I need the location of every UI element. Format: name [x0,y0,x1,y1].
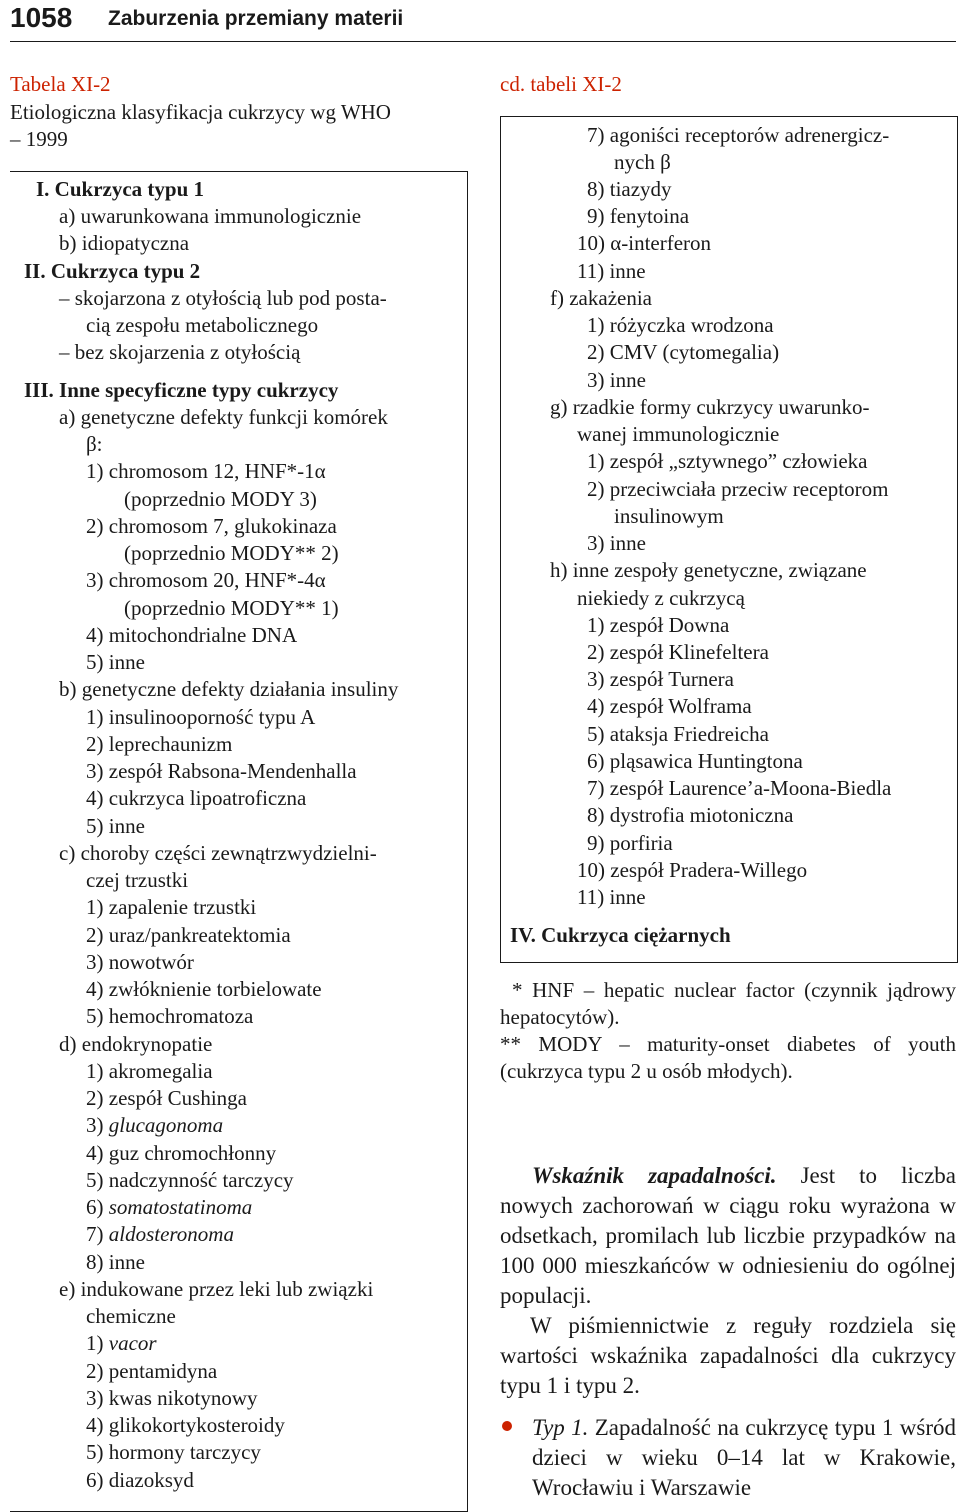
paragraph-text: Jest to liczba nowych zachorowań w ciągu roku wyrażona w odsetkach, promilach lub liczbie przypadków na 100 000 mieszkańców w odniesieniu do ogólnej populacji. [500,1163,957,1308]
table-line: β: [86,432,103,456]
table-line-italic-term: somatostatinoma [108,1195,253,1219]
running-title: Zaburzenia przemiany materii [108,7,404,30]
table-line: 3) chromosom 20, HNF*-4α [86,568,326,592]
table-line: 3) inne [587,368,646,392]
table-line: 10) zespół Pradera-Willego [577,858,808,882]
table-line: 5) inne [86,814,145,838]
table-line: 4) guz chromochłonny [86,1141,277,1165]
table-line: (poprzednio MODY** 1) [124,596,339,620]
table-line: insulinowym [614,504,724,528]
table-line: 1) zespół „sztywnego” człowieka [587,449,868,473]
table-line: (poprzednio MODY** 2) [124,541,339,565]
table-right-frame [500,116,958,963]
table-footnotes [500,977,956,1085]
table-line: wanej immunologicznie [577,422,780,446]
table-line: 9) porfiria [587,831,673,855]
table-line: 11) inne [577,259,646,283]
table-line: b) idiopatyczna [59,231,190,255]
table-line: 3) glucagonoma [86,1113,224,1137]
table-line: f) zakażenia [550,286,652,310]
paragraph-incidence [500,1161,956,1311]
table-line: 2) przeciwciała przeciw receptorom [587,477,889,501]
paragraph-literature: W piśmiennictwie z reguły rozdziela się wartości wskaźnika zapadalności dla cukrzycy typu 1 i typu 2. [500,1313,956,1398]
table-line: 4) zwłóknienie torbielowate [86,977,322,1001]
table-line: 4) glikokortykosteroidy [86,1413,285,1437]
table-caption-title [10,99,480,153]
footnote-mody: ** MODY – maturity-onset diabetes of youth (cukrzyca typu 2 u osób młodych). [500,1032,956,1083]
table-line: a) genetyczne defekty funkcji komórek [59,405,388,429]
table-line: chemiczne [86,1304,176,1328]
table-line: 8) tiazydy [587,177,672,201]
table-caption-label: Tabela XI-2 [10,72,111,96]
table-line: 5) hormony tarczycy [86,1440,261,1464]
body-text [500,1161,956,1401]
table-continued-label: cd. tabeli XI-2 [500,72,622,96]
table-line: 6) diazoksyd [86,1468,194,1492]
page-number: 1058 [10,2,73,33]
page-header [0,0,960,44]
table-line: a) uwarunkowana immunologicznie [59,204,362,228]
bullet-text: Zapadalność na cukrzycę typu 1 wśród dzieci w wieku 0–14 lat w Krakowie, Wrocławiu i Warszawie [532,1415,956,1500]
bullet-icon [502,1421,512,1431]
table-line: niekiedy z cukrzycą [577,586,745,610]
table-line: II. Cukrzyca typu 2 [24,259,201,283]
table-caption-title-line1: Etiologiczna klasyfikacja cukrzycy wg WHO [10,100,391,124]
table-line: – bez skojarzenia z otyłością [59,340,301,364]
table-line: 2) chromosom 7, glukokinaza [86,514,337,538]
footnote-hnf: * HNF – hepatic nuclear factor (czynnik jądrowy hepatocytów). [500,978,956,1029]
table-line: 1) chromosom 12, HNF*-1α [86,459,326,483]
bullet-paragraph [532,1413,956,1503]
table-line: d) endokrynopatie [59,1032,213,1056]
table-line: IV. Cukrzyca ciężarnych [510,923,731,947]
table-line: III. Inne specyficzne typy cukrzycy [24,378,339,402]
table-line: b) genetyczne defekty działania insuliny [59,677,399,701]
table-line: 8) dystrofia miotoniczna [587,803,794,827]
table-line: 5) nadczynność tarczycy [86,1168,294,1192]
table-line: czej trzustki [86,868,189,892]
table-line: 5) hemochromatoza [86,1004,254,1028]
table-line: 10) α-interferon [577,231,712,255]
table-line: 4) zespół Wolframa [587,694,752,718]
table-line: I. Cukrzyca typu 1 [36,177,205,201]
table-line: 2) zespół Cushinga [86,1086,247,1110]
table-line-italic-term: vacor [108,1331,157,1355]
table-line: 4) mitochondrialne DNA [86,623,298,647]
table-line: nych β [614,150,671,174]
table-line: c) choroby części zewnątrzwydzielni- [59,841,377,865]
table-line: 1) insulinooporność typu A [86,705,316,729]
table-line: 1) zapalenie trzustki [86,895,257,919]
table-line: 6) pląsawica Huntingtona [587,749,803,773]
table-line: 7) agoniści receptorów adrenergicz- [587,123,890,147]
table-line: 3) inne [587,531,646,555]
table-line: h) inne zespoły genetyczne, związane [550,558,867,582]
table-line: 3) zespół Rabsona-Mendenhalla [86,759,357,783]
table-line: g) rzadkie formy cukrzycy uwarunko- [550,395,870,419]
table-line: 1) akromegalia [86,1059,213,1083]
table-line: 2) uraz/pankreatektomia [86,923,291,947]
table-line-italic-term: aldosteronoma [108,1222,234,1246]
table-line: 3) zespół Turnera [587,667,734,691]
table-line: 11) inne [577,885,646,909]
table-line: 1) różyczka wrodzona [587,313,774,337]
table-line: 2) pentamidyna [86,1359,218,1383]
table-line: (poprzednio MODY 3) [124,487,317,511]
table-line: 4) cukrzyca lipoatroficzna [86,786,307,810]
table-line: 8) inne [86,1250,145,1274]
table-line: 6) somatostatinoma [86,1195,253,1219]
table-line: 1) vacor [86,1331,157,1355]
table-line: e) indukowane przez leki lub związki [59,1277,374,1301]
table-line: 5) inne [86,650,145,674]
bullet-term: Typ 1. [532,1415,589,1440]
table-line: 2) zespół Klinefeltera [587,640,769,664]
term-heading: Wskaźnik zapadalności. [532,1163,777,1188]
table-line: 2) CMV (cytomegalia) [587,340,780,364]
table-line: 3) nowotwór [86,950,194,974]
table-line: 7) zespół Laurence’a-Moona-Biedla [587,776,892,800]
table-line: 3) kwas nikotynowy [86,1386,258,1410]
table-line-italic-term: glucagonoma [108,1113,224,1137]
table-line: – skojarzona z otyłością lub pod posta- [59,286,387,310]
table-line: cią zespołu metabolicznego [86,313,319,337]
header-rule [10,41,956,42]
table-line: 9) fenytoina [587,204,690,228]
table-line: 2) leprechaunizm [86,732,233,756]
table-line: 1) zespół Downa [587,613,730,637]
table-caption-title-line2: – 1999 [10,127,68,151]
table-line: 7) aldosteronoma [86,1222,234,1246]
table-line: 5) ataksja Friedreicha [587,722,769,746]
